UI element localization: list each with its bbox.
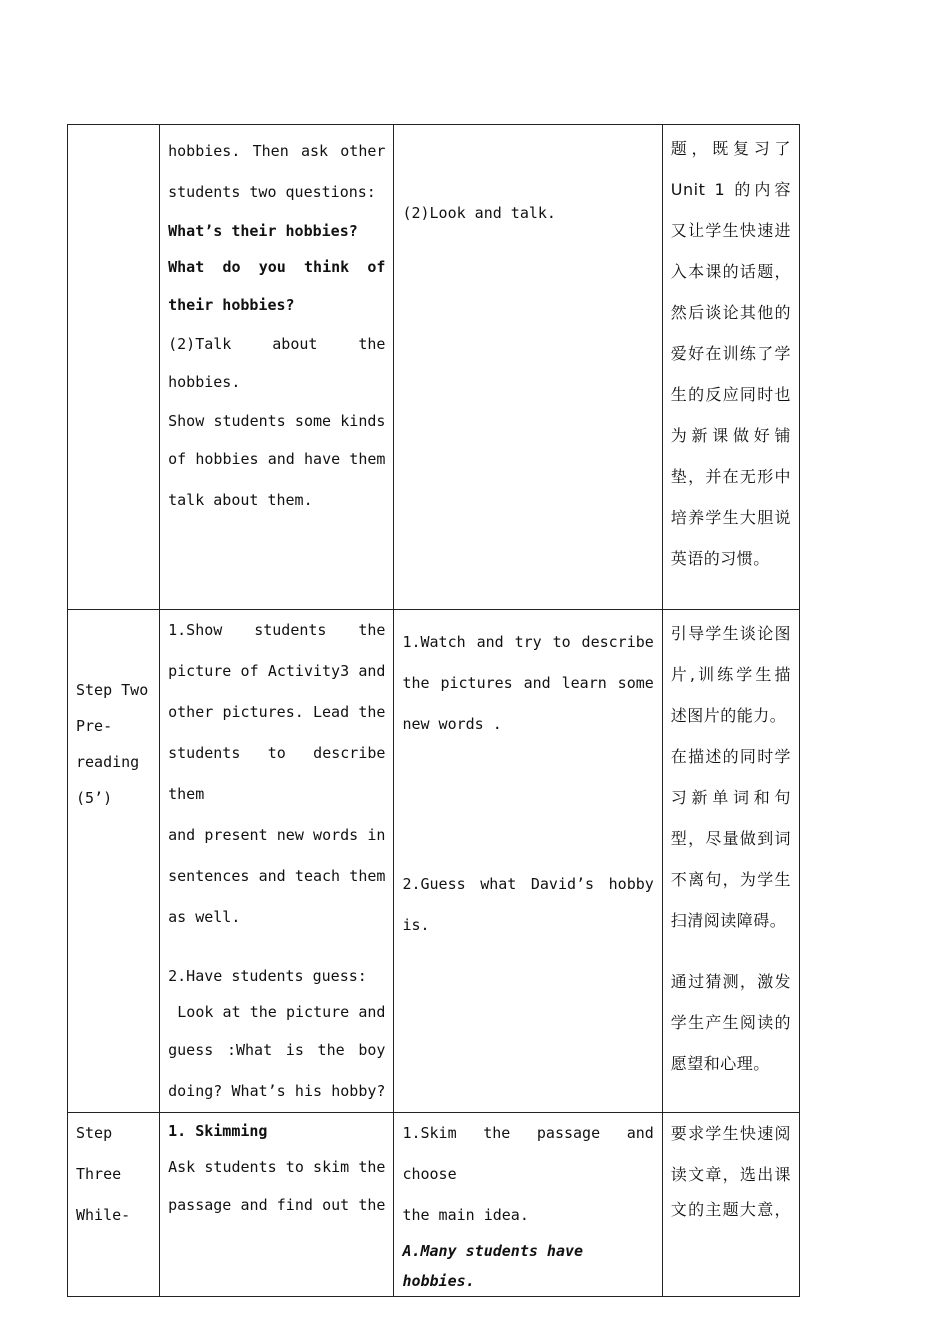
text-line: 要求学生快速阅 (670, 1124, 791, 1143)
text-line: 学生产生阅读的 (670, 1013, 791, 1032)
answer-option: A.Many students have hobbies. (402, 1242, 584, 1290)
text-line: 爱好在训练了学 (670, 344, 791, 363)
text-line: as well. (168, 908, 241, 926)
text-line: (2)Talk about the (168, 335, 386, 353)
step-label: While- (76, 1206, 131, 1224)
question-line: their hobbies? (168, 296, 295, 314)
student-activity-cell (394, 125, 662, 610)
text-line: of hobbies and have them (168, 450, 386, 468)
table-row (68, 1113, 800, 1297)
step-label: Step (76, 1124, 113, 1142)
step-cell (68, 1113, 160, 1297)
text-line: the main idea. (402, 1206, 529, 1224)
text-line: 生的反应同时也 (670, 385, 791, 404)
text-line: the pictures and learn some (402, 674, 654, 692)
lesson-plan-table (67, 124, 800, 1297)
text-line: 文的主题大意， (670, 1200, 791, 1219)
text-line: 垫，并在无形中 (670, 467, 791, 486)
text-line: hobbies. (168, 373, 241, 391)
text-line: 1.Watch and try to describe (402, 633, 654, 651)
text-line: 引导学生谈论图 (670, 624, 791, 643)
text-line: and present new words in (168, 826, 386, 844)
text-line: 述图片的能力。 (670, 706, 787, 725)
step-cell (68, 125, 160, 610)
question-line: What’s their hobbies? (168, 222, 358, 240)
text-line: 扫清阅读障碍。 (670, 911, 787, 930)
text-line: 不离句，为学生 (670, 870, 791, 889)
text-line: 型，尽量做到词 (670, 829, 791, 848)
text-line: 又让学生快速进 (670, 221, 791, 240)
text-line: 读文章，选出课 (670, 1165, 791, 1184)
text-line: 入本课的话题， (670, 262, 791, 281)
step-cell (68, 610, 160, 1113)
text-line: Look at the picture and (168, 1003, 386, 1021)
student-activity-cell (394, 1113, 662, 1297)
text-line: doing? What’s his hobby? (168, 1082, 386, 1100)
teacher-activity-cell (160, 125, 394, 610)
section-heading: 1. Skimming (168, 1122, 268, 1140)
text-line: students to describe them (168, 744, 386, 803)
step-label: (5’) (76, 789, 113, 807)
text-line: guess :What is the boy (168, 1041, 386, 1059)
text-line: 培养学生大胆说 (670, 508, 791, 527)
text-line: 为新课做好铺 (670, 426, 791, 445)
teacher-activity-cell (160, 610, 394, 1113)
text-line: Show students some kinds (168, 412, 386, 430)
question-line: What do you think of (168, 258, 386, 276)
text-line: 习新单词和句 (670, 788, 791, 807)
design-purpose-cell (662, 610, 799, 1113)
table-row (68, 125, 800, 610)
step-label: reading (76, 753, 140, 771)
text-line: Unit 1 的内容 (670, 180, 791, 199)
step-label: Pre- (76, 717, 113, 735)
teacher-activity-cell (160, 1113, 394, 1297)
text-line: is. (402, 916, 430, 934)
text-line: picture of Activity3 and (168, 662, 386, 680)
text-line: talk about them. (168, 491, 313, 509)
table-row (68, 610, 800, 1113)
text-line: sentences and teach them (168, 867, 386, 885)
step-label: Step Two (76, 681, 149, 699)
text-line: 2.Have students guess: (168, 967, 367, 985)
text-line: students two questions: (168, 183, 376, 201)
text-line: other pictures. Lead the (168, 703, 386, 721)
text-line: 英语的习惯。 (670, 549, 770, 568)
text-line: 愿望和心理。 (670, 1054, 770, 1073)
text-line: 1.Skim the passage and choose (402, 1124, 654, 1183)
text-line: 题，既复习了 (670, 139, 791, 158)
step-label: Three (76, 1165, 122, 1183)
text-line: 在描述的同时学 (670, 747, 791, 766)
text-line: new words . (402, 715, 502, 733)
text-line: 片,训练学生描 (670, 665, 791, 684)
design-purpose-cell (662, 1113, 799, 1297)
design-purpose-cell (662, 125, 799, 610)
text-line: Ask students to skim the (168, 1158, 386, 1176)
text-line: 通过猜测，激发 (670, 972, 791, 991)
text-line: 然后谈论其他的 (670, 303, 791, 322)
text-line: hobbies. Then ask other (168, 142, 386, 160)
text-line: passage and find out the (168, 1196, 386, 1214)
text-line: 1.Show students the (168, 621, 386, 639)
text-line: (2)Look and talk. (402, 204, 556, 222)
student-activity-cell (394, 610, 662, 1113)
text-line: 2.Guess what David’s hobby (402, 875, 654, 893)
